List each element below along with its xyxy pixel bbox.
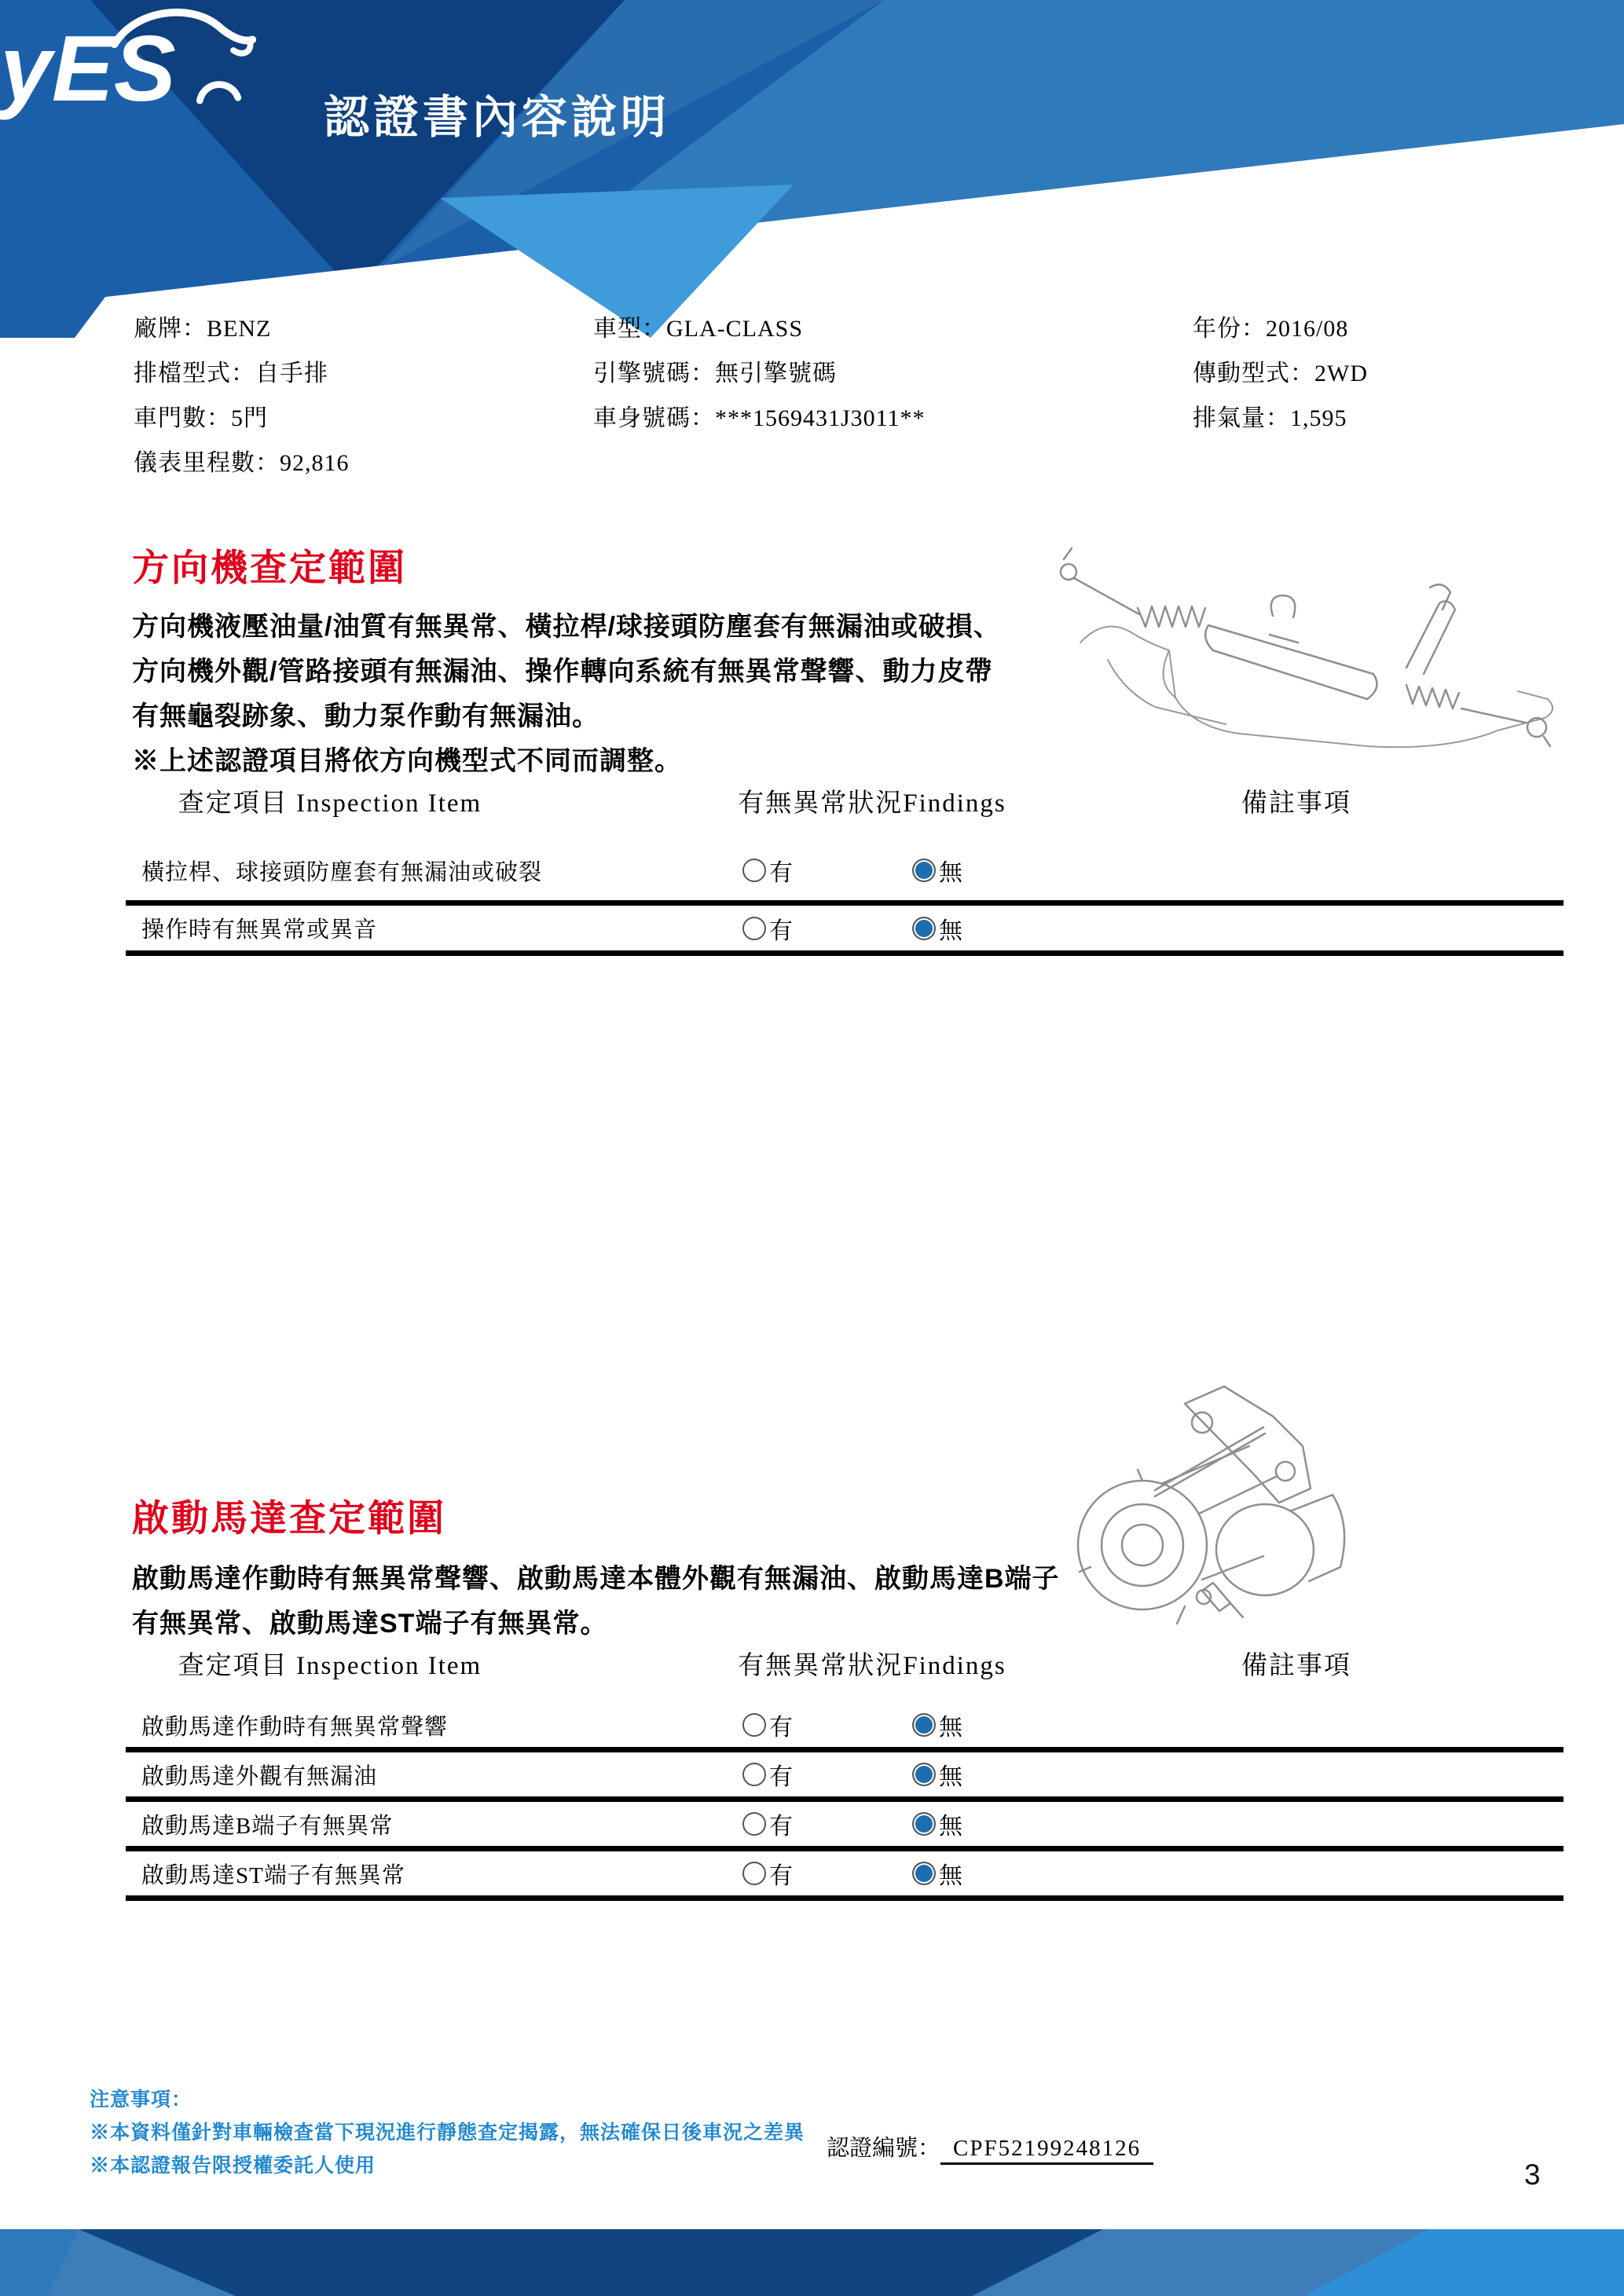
certificate-number-label: 認證編號： [827, 2136, 941, 2161]
radio-selected-icon[interactable] [912, 859, 936, 882]
findings-cell [691, 853, 1131, 888]
inspection-item-label: 啟動馬達ST端子有無異常 [141, 1862, 405, 1888]
table-header-row [126, 1646, 1564, 1686]
radio-unselected-icon[interactable] [742, 1763, 766, 1786]
odometer-value: 92,816 [280, 450, 350, 476]
displacement-value: 1,595 [1290, 405, 1347, 431]
findings-cell [691, 1757, 1131, 1792]
starter-section-description: 啟動馬達作動時有無異常聲響、啟動馬達本體外觀有無漏油、啟動馬達B端子 有無異常、啟動馬達ST端子有無異常。 [132, 1564, 1060, 1639]
inspection-item-label: 啟動馬達外觀有無漏油 [141, 1763, 378, 1789]
page-banner [0, 0, 1624, 338]
finding-option-no[interactable]: 無 [912, 1856, 962, 1891]
finding-option-no[interactable]: 無 [912, 853, 962, 888]
starter-motor-illustration [1067, 1371, 1351, 1631]
inspection-item-label: 啟動馬達作動時有無異常聲響 [141, 1714, 449, 1740]
vehicle-info-column-3 [1193, 306, 1368, 441]
info-line: 車型：GLA-CLASS [593, 316, 804, 342]
inspection-item-label: 啟動馬達B端子有無異常 [141, 1813, 394, 1839]
steering-rack-illustration [1037, 542, 1571, 760]
findings-cell [691, 1807, 1131, 1841]
inspection-item-label: 操作時有無異常或異音 [141, 917, 378, 943]
steering-inspection-table [126, 784, 1564, 956]
radio-unselected-icon[interactable] [742, 859, 766, 882]
notice-line: ※本認證報告限授權委託人使用 [90, 2155, 376, 2177]
table-header-row [126, 784, 1564, 823]
finding-option-yes[interactable]: 有 [742, 1856, 793, 1891]
yes-logo [0, 0, 259, 130]
finding-option-yes[interactable]: 有 [742, 1708, 793, 1742]
radio-selected-icon[interactable] [912, 1862, 936, 1885]
radio-unselected-icon[interactable] [742, 1812, 766, 1836]
engine-number-value: 無引擎號碼 [715, 361, 837, 386]
finding-option-no[interactable]: 無 [912, 1807, 962, 1841]
starter-inspection-table [126, 1646, 1564, 1901]
steering-section-heading: 方向機查定範圍 [132, 547, 407, 588]
page-title: 認證書內容說明 [324, 92, 671, 143]
info-line: 排氣量：1,595 [1193, 405, 1347, 431]
info-line: 排檔型式：自手排 [134, 361, 328, 386]
col-header-remarks: 備註事項 [1241, 1652, 1351, 1680]
inspection-item-label: 橫拉桿、球接頭防塵套有無漏油或破裂 [141, 859, 543, 885]
finding-option-yes[interactable]: 有 [742, 1807, 793, 1841]
findings-cell [691, 911, 1131, 946]
table-row [126, 840, 1564, 906]
finding-option-no[interactable]: 無 [912, 911, 962, 946]
brand-value: BENZ [207, 316, 272, 342]
col-header-inspection-item: 查定項目 Inspection Item [178, 789, 482, 818]
finding-option-no[interactable]: 無 [912, 1757, 962, 1792]
vehicle-info-column-1 [134, 306, 350, 485]
notice-block [90, 2083, 805, 2182]
finding-option-yes[interactable]: 有 [742, 853, 793, 888]
table-row [126, 1703, 1564, 1752]
radio-selected-icon[interactable] [912, 1812, 936, 1836]
year-value: 2016/08 [1266, 316, 1349, 342]
table-row [126, 1851, 1564, 1901]
info-line: 年份：2016/08 [1193, 316, 1349, 342]
col-header-findings: 有無異常狀況Findings [738, 789, 1006, 818]
certificate-number [827, 2130, 1153, 2162]
info-line: 傳動型式：2WD [1193, 361, 1368, 386]
model-value: GLA-CLASS [666, 316, 804, 342]
radio-unselected-icon[interactable] [742, 917, 766, 940]
finding-option-yes[interactable]: 有 [742, 1757, 793, 1792]
finding-option-yes[interactable]: 有 [742, 911, 793, 946]
transmission-type-value: 自手排 [255, 361, 328, 386]
info-line: 廠牌：BENZ [134, 316, 272, 342]
bottom-band [0, 2229, 1624, 2296]
logo-text: yES [0, 17, 176, 122]
radio-selected-icon[interactable] [912, 917, 936, 940]
notice-title: 注意事項： [90, 2089, 192, 2111]
table-row [126, 1802, 1564, 1851]
page-number: 3 [1524, 2159, 1541, 2191]
drivetrain-value: 2WD [1314, 361, 1368, 386]
info-line: 車門數：5門 [134, 405, 268, 431]
door-count-value: 5門 [231, 405, 268, 431]
findings-cell [691, 1708, 1131, 1742]
car-wheel-icon [200, 85, 238, 101]
table-row [126, 906, 1564, 956]
col-header-remarks: 備註事項 [1241, 789, 1351, 818]
finding-option-no[interactable]: 無 [912, 1708, 962, 1742]
col-header-inspection-item: 查定項目 Inspection Item [178, 1652, 482, 1680]
brand-area [0, 0, 1624, 338]
info-line: 車身號碼：***1569431J3011** [593, 405, 926, 431]
vehicle-info-column-2 [593, 306, 926, 441]
vin-value: ***1569431J3011** [715, 405, 926, 431]
info-line: 引擎號碼：無引擎號碼 [593, 361, 837, 386]
radio-selected-icon[interactable] [912, 1713, 936, 1737]
notice-line: ※本資料僅針對車輛檢查當下現況進行靜態查定揭露，無法確保日後車況之差異 [90, 2122, 805, 2144]
radio-unselected-icon[interactable] [742, 1713, 766, 1737]
table-row [126, 1752, 1564, 1802]
starter-section-heading: 啟動馬達查定範圍 [132, 1497, 446, 1539]
radio-unselected-icon[interactable] [742, 1862, 766, 1885]
steering-section-description: 方向機液壓油量/油質有無異常、橫拉桿/球接頭防塵套有無漏油或破損、 方向機外觀/管路接頭有無漏油、操作轉向系統有無異常聲響、動力皮帶 有無龜裂跡象、動力泵作動有無漏油。 ※上述認證項目將依方向機型式不同而調整。 [132, 612, 1001, 776]
col-header-findings: 有無異常狀況Findings [738, 1652, 1006, 1680]
certificate-number-value: CPF52199248126 [940, 2136, 1153, 2165]
radio-selected-icon[interactable] [912, 1763, 936, 1786]
info-line: 儀表里程數：92,816 [134, 450, 350, 476]
findings-cell [691, 1856, 1131, 1891]
